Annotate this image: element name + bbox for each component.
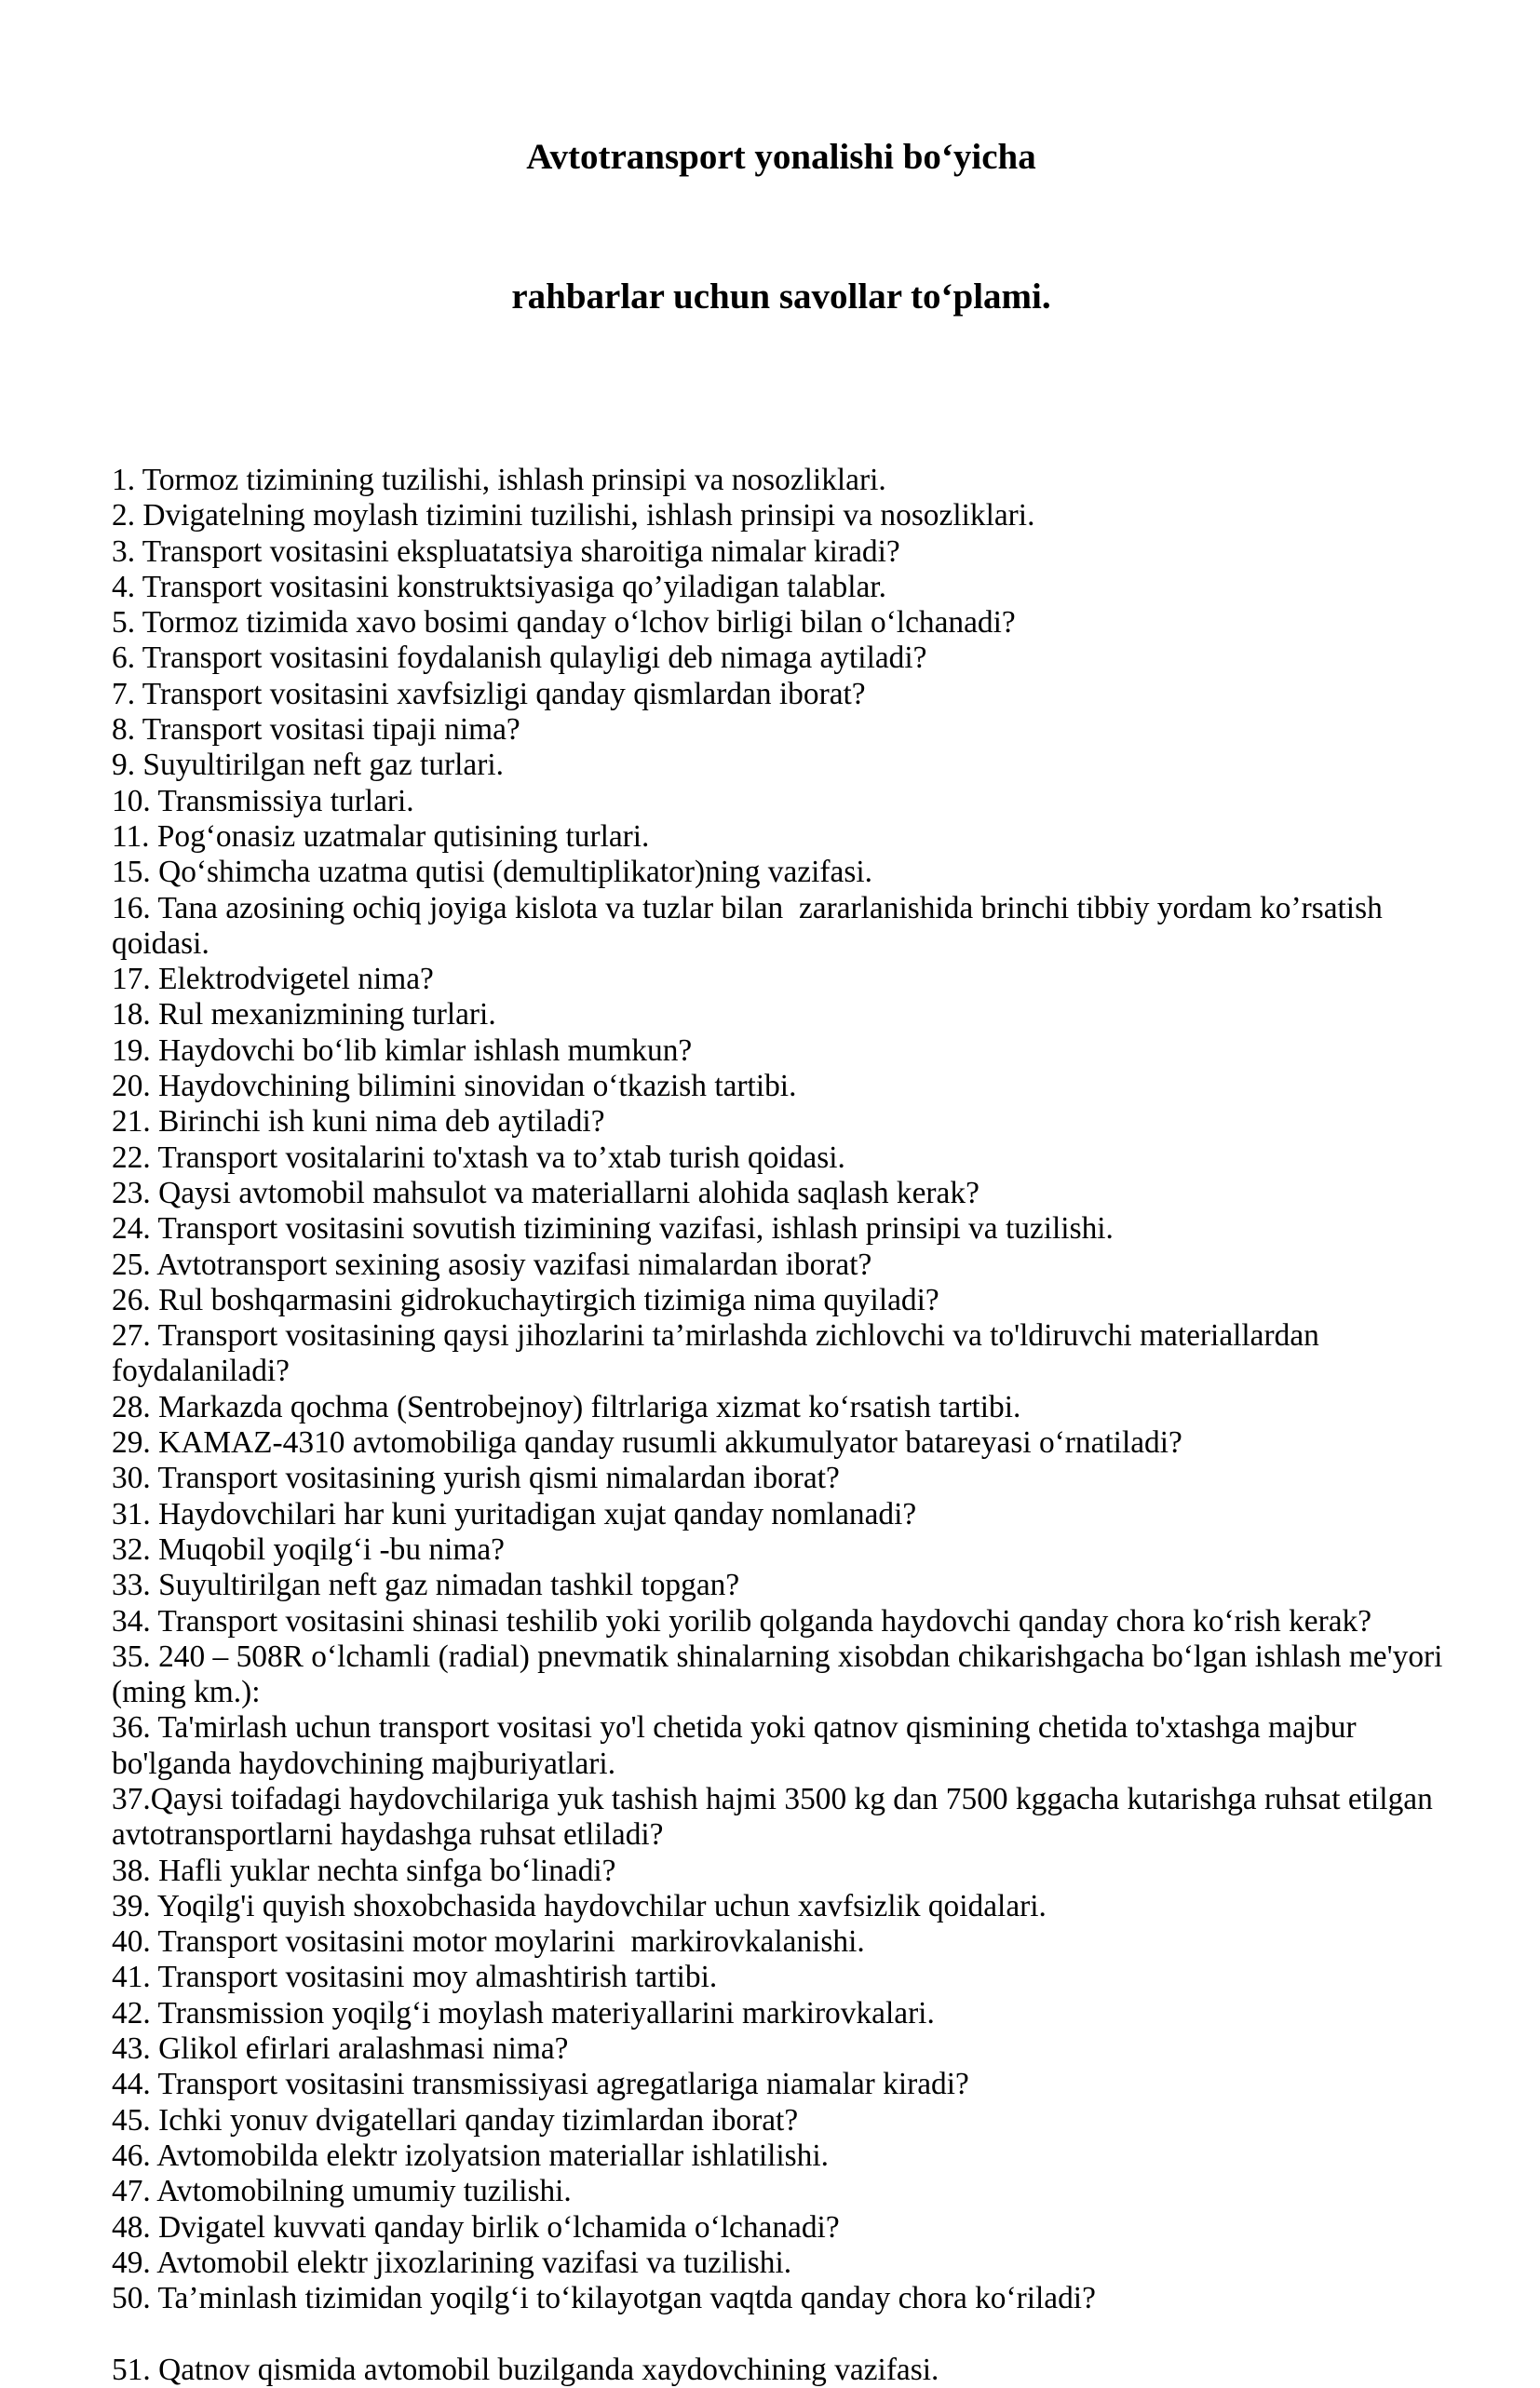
question-item: 19. Haydovchi bo‘lib kimlar ishlash mumkun? <box>112 1032 693 1068</box>
document-title <box>112 41 1451 413</box>
question-item: 39. Yoqilg'i quyish shoxobchasida haydovchilar uchun xavfsizlik qoidalari. <box>112 1888 1047 1923</box>
question-item: 50. Ta’minlash tizimidan yoqilg‘i to‘kilayotgan vaqtda qanday chora ko‘riladi? <box>112 2281 1096 2316</box>
question-item: 25. Avtotransport sexining asosiy vazifasi nimalardan iborat? <box>112 1247 872 1282</box>
question-item: 37.Qaysi toifadagi haydovchilariga yuk tashish hajmi 3500 kg dan 7500 kggacha kutarishga ruhsat etilgan avtotransportlarni haydashga ruhsat etliladi? <box>112 1781 1441 1853</box>
question-item: 21. Birinchi ish kuni nima deb aytiladi? <box>112 1104 605 1140</box>
question-item: 5. Tormoz tizimida xavo bosimi qanday o‘lchov birligi bilan o‘lchanadi? <box>112 605 1016 641</box>
question-item: 38. Hafli yuklar nechta sinfga bo‘linadi? <box>112 1853 616 1888</box>
question-item: 6. Transport vositasini foydalanish qulayligi deb nimaga aytiladi? <box>112 641 927 676</box>
question-item: 29. KAMAZ-4310 avtomobiliga qanday rusumli akkumulyator batareyasi o‘rnatiladi? <box>112 1425 1182 1461</box>
question-item: 28. Markazda qochma (Sentrobejnoy) filtrlariga xizmat ko‘rsatish tartibi. <box>112 1389 1021 1424</box>
question-item: 7. Transport vositasini xavfsizligi qanday qismlardan iborat? <box>112 676 866 711</box>
question-item: 34. Transport vositasini shinasi teshilib yoki yorilib qolganda haydovchi qanday chora ko‘rish kerak? <box>112 1603 1372 1639</box>
title-line-1: Avtotransport yonalishi bo‘yicha <box>526 137 1036 177</box>
question-item: 32. Muqobil yoqilg‘i -bu nima? <box>112 1531 505 1567</box>
question-item: 42. Transmission yoqilg‘i moylash materiyallarini markirovkalari. <box>112 1995 935 2030</box>
question-item: 18. Rul mexanizmining turlari. <box>112 997 496 1032</box>
question-item: 41. Transport vositasini moy almashtirish tartibi. <box>112 1960 718 1995</box>
question-item: 47. Avtomobilning umumiy tuzilishi. <box>112 2174 572 2209</box>
question-item: 15. Qo‘shimcha uzatma qutisi (demultiplikator)ning vazifasi. <box>112 855 872 890</box>
question-item: 30. Transport vositasining yurish qismi nimalardan iborat? <box>112 1461 840 1496</box>
blank-line-separator <box>112 2316 1451 2352</box>
question-item: 10. Transmissiya turlari. <box>112 783 414 818</box>
question-item: 22. Transport vositalarini to'xtash va to’xtab turish qoidasi. <box>112 1140 845 1175</box>
question-item: 43. Glikol efirlari aralashmasi nima? <box>112 2031 569 2067</box>
question-item: 27. Transport vositasining qaysi jihozlarini ta’mirlashda zichlovchi va to'ldiruvchi materiallardan foydalaniladi? <box>112 1318 1328 1389</box>
question-item: 45. Ichki yonuv dvigatellari qanday tizimlardan iborat? <box>112 2102 799 2138</box>
question-item: 11. Pog‘onasiz uzatmalar qutisining turlari. <box>112 818 650 854</box>
title-line-2: rahbarlar uchun savollar to‘plami. <box>511 277 1051 317</box>
question-item: 8. Transport vositasi tipaji nima? <box>112 712 520 748</box>
question-item: 49. Avtomobil elektr jixozlarining vazifasi va tuzilishi. <box>112 2245 792 2280</box>
question-item: 17. Elektrodvigetel nima? <box>112 962 434 997</box>
question-item: 33. Suyultirilgan neft gaz nimadan tashkil topgan? <box>112 1568 740 1603</box>
question-item: 3. Transport vositasini ekspluatatsiya sharoitiga nimalar kiradi? <box>112 533 900 569</box>
question-item: 4. Transport vositasini konstruktsiyasiga qo’yiladigan talablar. <box>112 569 886 604</box>
question-list <box>112 463 1451 2316</box>
question-item-final: 51. Qatnov qismida avtomobil buzilganda xaydovchining vazifasi. <box>112 2352 939 2387</box>
question-item: 1. Tormoz tizimining tuzilishi, ishlash prinsipi va nosozliklari. <box>112 463 886 497</box>
question-item: 16. Tana azosining ochiq joyiga kislota va tuzlar bilan zararlanishida brinchi tibbiy yordam ko’rsatish qoidasi. <box>112 890 1391 961</box>
question-item: 24. Transport vositasini sovutish tizimining vazifasi, ishlash prinsipi va tuzilishi. <box>112 1211 1114 1247</box>
question-item: 44. Transport vositasini transmissiyasi agregatlariga niamalar kiradi? <box>112 2067 969 2102</box>
question-item: 46. Avtomobilda elektr izolyatsion materiallar ishlatilishi. <box>112 2138 829 2173</box>
question-item: 31. Haydovchilari har kuni yuritadigan xujat qanday nomlanadi? <box>112 1496 917 1531</box>
question-item: 35. 240 – 508R o‘lchamli (radial) pnevmatik shinalarning xisobdan chikarishgacha bo‘lgan ishlash me'yori (ming km.): <box>112 1639 1451 1710</box>
question-item: 36. Ta'mirlash uchun transport vositasi yo'l chetida yoki qatnov qismining chetida to'xtashga majbur bo'lganda haydovchining majburiyatlari. <box>112 1710 1364 1781</box>
question-item: 2. Dvigatelning moylash tizimini tuzilishi, ishlash prinsipi va nosozliklari. <box>112 498 1035 533</box>
question-item: 9. Suyultirilgan neft gaz turlari. <box>112 748 504 783</box>
question-item: 20. Haydovchining bilimini sinovidan o‘tkazish tartibi. <box>112 1069 797 1104</box>
question-item: 40. Transport vositasini motor moylarini markirovkalanishi. <box>112 1924 865 1960</box>
question-item: 23. Qaysi avtomobil mahsulot va materiallarni alohida saqlash kerak? <box>112 1175 979 1210</box>
question-item: 48. Dvigatel kuvvati qanday birlik o‘lchamida o‘lchanadi? <box>112 2209 840 2245</box>
question-item: 26. Rul boshqarmasini gidrokuchaytirgich tizimiga nima quyiladi? <box>112 1282 939 1317</box>
